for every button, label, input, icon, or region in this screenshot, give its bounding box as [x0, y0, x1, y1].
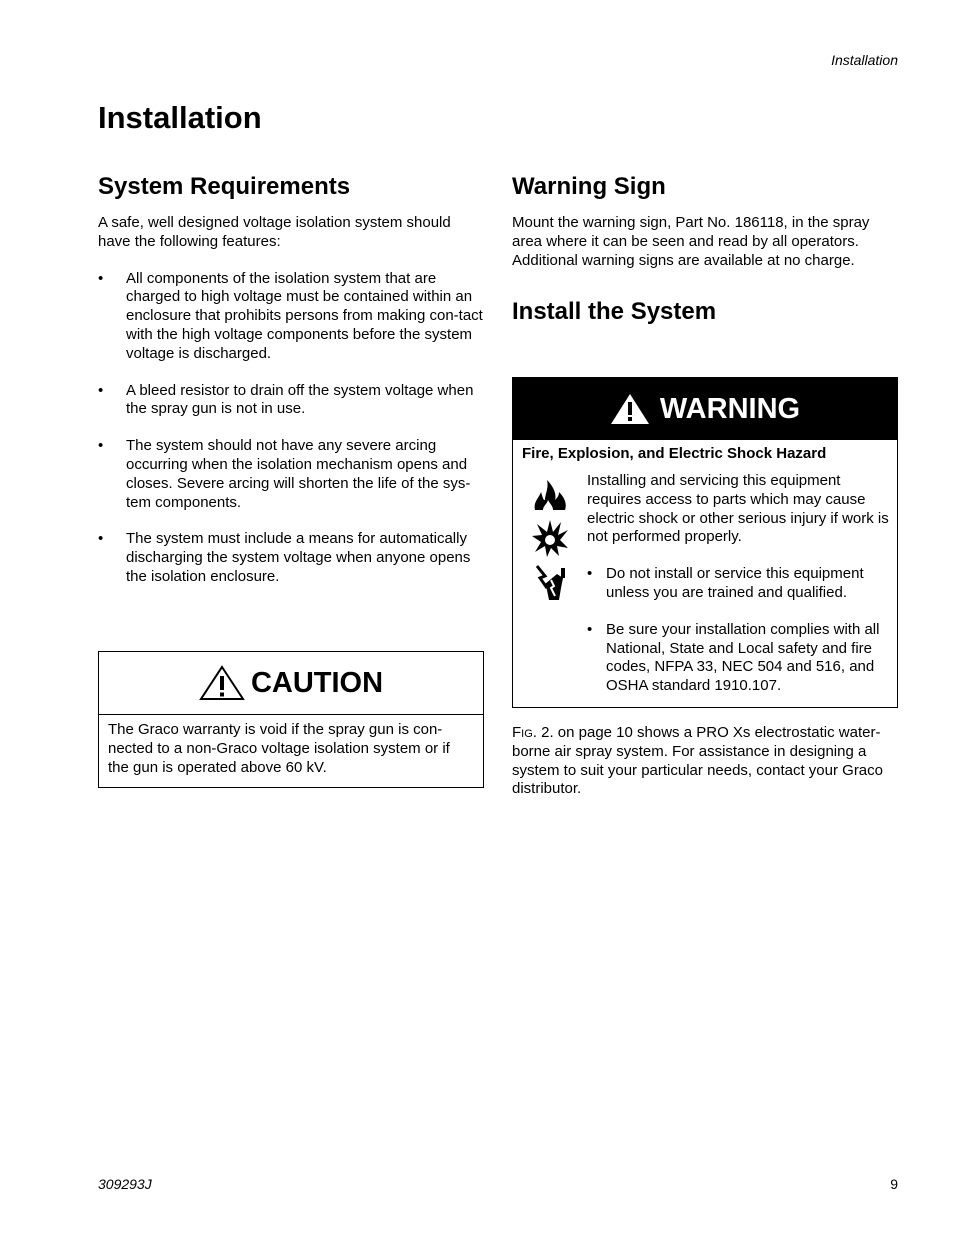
document-number: 309293J: [98, 1176, 152, 1192]
right-column: [512, 170, 898, 329]
warning-header: [513, 378, 897, 440]
fig-text: . 2. on page 10 shows a PRO Xs electrostatic water-borne air spray system. For assistance in designing a system to suit your particular needs, contact your Graco distributor.: [512, 724, 883, 798]
hazard-icons: [531, 478, 571, 610]
electric-shock-icon: [531, 564, 569, 604]
hazard-description: Installing and servicing this equipment requires access to parts which may cause electric shock or other serious injury if work is not performed properly.: [587, 472, 889, 546]
warning-title: WARNING: [659, 392, 801, 425]
warning-sign-heading: Warning Sign: [512, 173, 666, 200]
list-item: • All components of the isolation system that are charged to high voltage must be contained within an enclosure that prohibits persons from making con-tact with the high voltage components before the system voltage is discharged.: [98, 270, 484, 364]
warning-triangle-icon: [610, 393, 650, 425]
caution-header: [99, 652, 483, 715]
page-title: Installation: [98, 100, 262, 135]
list-item: • The system must include a means for automatically discharging the system voltage when anyone opens the isolation enclosure.: [98, 530, 484, 586]
explosion-icon: [531, 518, 569, 558]
hazard-text: [587, 472, 889, 696]
fire-icon: [531, 478, 569, 512]
system-requirements-intro: A safe, well designed voltage isolation system should have the following features:: [98, 214, 451, 250]
page-number: 9: [890, 1176, 898, 1192]
list-item: • A bleed resistor to drain off the system voltage when the spray gun is not in use.: [98, 382, 484, 420]
fig-label: Fig: [512, 724, 533, 741]
requirements-list: [98, 270, 484, 587]
caution-triangle-icon: [199, 665, 245, 701]
caution-body: The Graco warranty is void if the spray gun is con-nected to a non-Graco voltage isolation system or if the gun is operated above 60 kV.: [108, 721, 450, 776]
figure-reference-paragraph: [512, 724, 900, 799]
list-item: • Do not install or service this equipment unless you are trained and qualified.: [587, 565, 889, 603]
system-requirements-heading: System Requirements: [98, 173, 351, 200]
list-item: • Be sure your installation complies with all National, State and Local safety and fire codes, NFPA 33, NEC 504 and 516, and OSHA standard 1910.107.: [587, 621, 889, 696]
warning-sign-text: Mount the warning sign, Part No. 186118, in the spray area where it can be seen and read by all operators. Additional warning signs are available at no charge.: [512, 214, 870, 269]
install-system-heading: Install the System: [512, 298, 717, 326]
hazard-title: Fire, Explosion, and Electric Shock Hazard: [522, 445, 827, 462]
hazard-list: [587, 565, 889, 696]
caution-box: [98, 651, 484, 788]
list-item: • The system should not have any severe arcing occurring when the isolation mechanism opens and closes. Severe arcing will shorten the life of the sys-tem components.: [98, 437, 484, 512]
running-head: Installation: [831, 52, 898, 68]
warning-box: [512, 377, 898, 708]
left-column: [98, 170, 484, 587]
caution-title: CAUTION: [250, 666, 384, 699]
